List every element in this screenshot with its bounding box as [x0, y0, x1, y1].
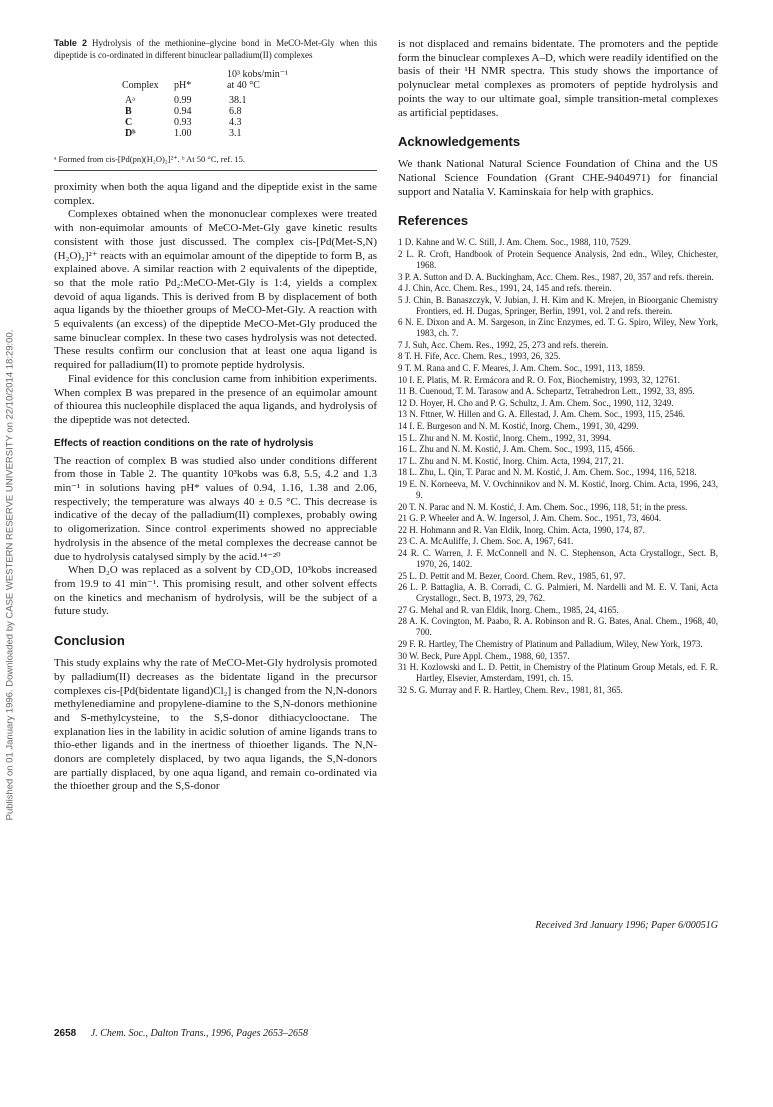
- reference-item: 29 F. R. Hartley, The Chemistry of Platinum and Palladium, Wiley, New York, 1973.: [398, 638, 703, 649]
- page-number: 2658: [54, 1028, 77, 1039]
- reference-item: 10 I. E. Platis, M. R. Ermácora and R. O. Fox, Biochemistry, 1993, 32, 12761.: [398, 374, 680, 385]
- reference-item: 3 P. A. Sutton and D. A. Buckingham, Acc. Chem. Res., 1987, 20, 357 and refs. therein.: [398, 271, 714, 282]
- reference-item: 25 L. D. Pettit and M. Bezer, Coord. Chem. Rev., 1985, 61, 97.: [398, 570, 626, 581]
- table-header-ph: pH*: [174, 80, 192, 91]
- reference-item: 13 N. Fttner, W. Hillen and G. A. Ellestad, J. Am. Chem. Soc., 1993, 115, 2546.: [398, 409, 686, 420]
- body-paragraph: Complexes obtained when the mononuclear complexes were treated with non-equimolar amounts of MeCO-Met-Gly gave kinetic results consistent with those just discussed. The complex cis-[Pd(Met-S,N)(H₂O)₂]²⁺ reacts with an equimolar amount of the dipeptide to form B, as explained above. A similar reaction with 2 equivalents of the dipeptide, so that the mole ratio Pd₂:MeCO-Met-Gly is 1:4, yields a complex devoid of aqua ligands. This is derived from B by displacement of both aqua ligands by the thioether groups of MeCO-Met-Gly. A reaction with 5 equivalents (an excess) of the dipeptide MeCO-Met-Gly produced the same binuclear complex. In these two cases hydrolysis was not detected. These results confirm our conclusion that at least one aqua ligand is required for palladium(II) to promote peptide hydrolysis.: [54, 208, 377, 372]
- reference-item: 2 L. R. Croft, Handbook of Protein Sequence Analysis, 2nd edn., Wiley, Chichester, 1968.: [398, 248, 718, 270]
- reference-item: 30 W. Beck, Pure Appl. Chem., 1988, 60, 1357.: [398, 650, 570, 661]
- table-header-kobs: 10³ kobs/min⁻¹: [227, 69, 289, 80]
- left-column: [54, 38, 377, 794]
- reference-item: 32 S. G. Murray and F. R. Hartley, Chem. Rev., 1981, 81, 365.: [398, 684, 623, 695]
- table-cell-complex: Aᵃ: [125, 95, 135, 106]
- table-cell-k: 4.3: [229, 117, 242, 128]
- reference-item: 7 J. Suh, Acc. Chem. Res., 1992, 25, 273 and refs. therein.: [398, 339, 609, 350]
- reference-item: 27 G. Mehal and R. van Eldik, Inorg. Chem., 1985, 24, 4165.: [398, 604, 619, 615]
- reference-item: 16 L. Zhu and N. M. Kostić, J. Am. Chem. Soc., 1993, 115, 4566.: [398, 444, 635, 455]
- reference-item: 21 G. P. Wheeler and A. W. Ingersol, J. Am. Chem. Soc., 1951, 73, 4604.: [398, 513, 662, 524]
- table-cell-ph: 1.00: [174, 128, 192, 139]
- table-label: Table 2: [54, 38, 88, 48]
- acknowledgements-paragraph: We thank National Natural Science Foundation of China and the US National Science Foundation (Grant CHE-9404971) for financial support and Natalia V. Kaminskaia for help with graphics.: [398, 158, 718, 198]
- table-cell-complex: B: [125, 106, 132, 117]
- data-table: [54, 67, 377, 150]
- reference-item: 28 A. K. Covington, M. Paabo, R. A. Robinson and R. G. Bates, Anal. Chem., 1968, 40, 700.: [398, 616, 718, 638]
- reference-item: 26 L. P. Battaglia, A. B. Corradi, C. G. Palmieri, M. Nardelli and M. E. V. Tani, Acta Crystallogr., Sect. B, 1973, 29, 762.: [398, 582, 718, 604]
- table-cell-k: 6.8: [229, 106, 242, 117]
- section-heading-conclusion: Conclusion: [54, 633, 125, 649]
- table-row: [54, 128, 354, 139]
- reference-item: 14 I. E. Burgeson and N. M. Kostić, Inorg. Chem., 1991, 30, 4299.: [398, 421, 639, 432]
- section-heading-references: References: [398, 213, 469, 229]
- received-date: Received 3rd January 1996; Paper 6/00051G: [535, 920, 718, 931]
- table-caption: [54, 38, 377, 61]
- section-heading-effects: Effects of reaction conditions on the rate of hydrolysis: [54, 437, 314, 449]
- table-caption-text: Hydrolysis of the methionine–glycine bond in MeCO-Met-Gly when this dipeptide is co-ordinated in different binuclear palladium(II) complexes: [54, 38, 378, 60]
- right-column: [398, 38, 718, 696]
- table-header-temp: at 40 °C: [227, 80, 260, 91]
- table-cell-ph: 0.94: [174, 106, 192, 117]
- reference-item: 8 T. H. Fife, Acc. Chem. Res., 1993, 26, 325.: [398, 351, 561, 362]
- body-paragraph: The reaction of complex B was studied also under conditions different from those in Table 2. The quantity 10³kobs was 6.8, 5.5, 4.2 and 1.3 min⁻¹ in solutions having pH* values of 0.94, 1.16, 1.38 and 2.06, respectively; the temperature was always 40 ± 0.5 °C. This decrease is indicative of the decay of the palladium(II) complexes, probably owing to oligomerization. Since control experiments showed no appreciable hydrolysis in the absence of the metal complexes the decrease cannot be due to hydrolysis catalysed simply by the acid.¹⁴⁻²⁰: [54, 454, 377, 563]
- reference-item: 12 D. Hoyer, H. Cho and P. G. Schultz, J. Am. Chem. Soc., 1990, 112, 3249.: [398, 397, 674, 408]
- reference-item: 24 R. C. Warren, J. F. McConnell and N. C. Stephenson, Acta Crystallogr., Sect. B, 1970, 26, 1402.: [398, 547, 718, 569]
- reference-item: 20 T. N. Parac and N. M. Kostić, J. Am. Chem. Soc., 1996, 118, 51; in the press.: [398, 501, 688, 512]
- reference-item: 18 L. Zhu, L. Qin, T. Parac and N. M. Kostić, J. Am. Chem. Soc., 1994, 116, 5218.: [398, 467, 697, 478]
- download-notice-text: Published on 01 January 1996. Downloaded by CASE WESTERN RESERVE UNIVERSITY on 22/10/2014 18:29:00.: [4, 329, 16, 821]
- reference-item: 22 H. Hohmann and R. Van Eldik, Inorg. Chim. Acta, 1990, 174, 87.: [398, 524, 645, 535]
- reference-item: 15 L. Zhu and N. M. Kostić, Inorg. Chem., 1992, 31, 3994.: [398, 432, 612, 443]
- table-cell-complex: Dᵇ: [125, 128, 136, 139]
- table-row: [54, 106, 354, 117]
- table-row: [54, 95, 354, 106]
- reference-item: 31 H. Kozlowski and L. D. Pettit, in Chemistry of the Platinum Group Metals, ed. F. R. Hartley, Elsevier, Amsterdam, 1991, ch. 15.: [398, 662, 718, 684]
- section-heading-acknowledgements: Acknowledgements: [398, 134, 521, 150]
- reference-list: [398, 237, 718, 695]
- table-header-complex: Complex: [122, 80, 159, 91]
- reference-item: 5 J. Chin, B. Banaszczyk, V. Jubian, J. H. Kim and K. Mrejen, in Bioorganic Chemistry Frontiers, ed. H. Dugas, Springer, Berlin, 1991, vol. 2 and refs. therein.: [398, 294, 718, 316]
- table-row: [54, 117, 354, 128]
- body-paragraph: Final evidence for this conclusion came from inhibition experiments. When complex B was prepared in the presence of an equimolar amount of thiourea this nucleophile displaced the aqua ligands, and hydrolysis of the dipeptide was not detected.: [54, 372, 377, 426]
- reference-item: 11 B. Cuenoud, T. M. Tarasow and A. Schepartz, Tetrahedron Lett., 1992, 33, 895.: [398, 386, 695, 397]
- download-notice-sidebar: [0, 0, 20, 1107]
- body-paragraph: proximity when both the aqua ligand and the dipeptide exist in the same complex.: [54, 181, 377, 207]
- table-cell-ph: 0.99: [174, 95, 192, 106]
- page-footer: [54, 1028, 308, 1039]
- table-cell-k: 38.1: [229, 95, 247, 106]
- table-footnote: ᵃ Formed from cis-[Pd(pn)(H₂O)₂]²⁺. ᵇ At 50 °C, ref. 15.: [54, 154, 246, 164]
- reference-item: 17 L. Zhu and N. M. Kostić, Inorg. Chim. Acta, 1994, 217, 21.: [398, 455, 624, 466]
- reference-item: 4 J. Chin, Acc. Chem. Res., 1991, 24, 145 and refs. therein.: [398, 283, 612, 294]
- conclusion-paragraph: This study explains why the rate of MeCO-Met-Gly hydrolysis promoted by palladium(II) decreases as the bidentate ligand in the precursor complexes cis-[Pd(bidentate ligand)Cl₂] is changed from the N,N-donors methylenediamine and propylene-diamine to the S,N-donors methionine and S-methylcysteine, to the S,S-donor dithiacyclooctane. The explanation lies in the lability in acidic solution of amine ligands trans to thio-ether ligands and in the inertness of thioether ligands. The N,N-donors are completely displaced, by two aqua ligands, the S,N-donors are partially displaced, by one aqua ligand, and remain co-ordinated via the thioether group and the S,S-donor: [54, 657, 377, 793]
- reference-item: 1 D. Kahne and W. C. Still, J. Am. Chem. Soc., 1988, 110, 7529.: [398, 237, 631, 248]
- journal-citation: J. Chem. Soc., Dalton Trans., 1996, Pages 2653–2658: [90, 1028, 308, 1039]
- reference-item: 6 N. E. Dixon and A. M. Sargeson, in Zinc Enzymes, ed. T. G. Spiro, Wiley, New York, 1983, ch. 7.: [398, 317, 718, 339]
- reference-item: 9 T. M. Rana and C. F. Meares, J. Am. Chem. Soc., 1991, 113, 1859.: [398, 363, 645, 374]
- reference-item: 23 C. A. McAuliffe, J. Chem. Soc. A, 1967, 641.: [398, 536, 574, 547]
- table-cell-k: 3.1: [229, 128, 242, 139]
- table-cell-ph: 0.93: [174, 117, 192, 128]
- body-paragraph: When D₂O was replaced as a solvent by CD₃OD, 10³kobs increased from 19.9 to 41 min⁻¹. This promising result, and other solvent effects on the kinetics and mechanism of hydrolysis, will be the subject of a future study.: [54, 564, 377, 618]
- table-bottom-rule: [54, 170, 377, 171]
- body-paragraph: is not displaced and remains bidentate. The promoters and the peptide form the binuclear complexes A–D, which were readily identified on the basis of their ¹H NMR spectra. This study shows the importance of polynuclear metal complexes as promoters of peptide hydrolysis and points the way to our ultimate goal, simple transition-metal complexes as artificial peptidases.: [398, 38, 718, 119]
- reference-item: 19 E. N. Korneeva, M. V. Ovchinnikov and N. M. Kostić, Inorg. Chim. Acta, 1996, 243, 9.: [398, 479, 718, 501]
- table-cell-complex: C: [125, 117, 133, 128]
